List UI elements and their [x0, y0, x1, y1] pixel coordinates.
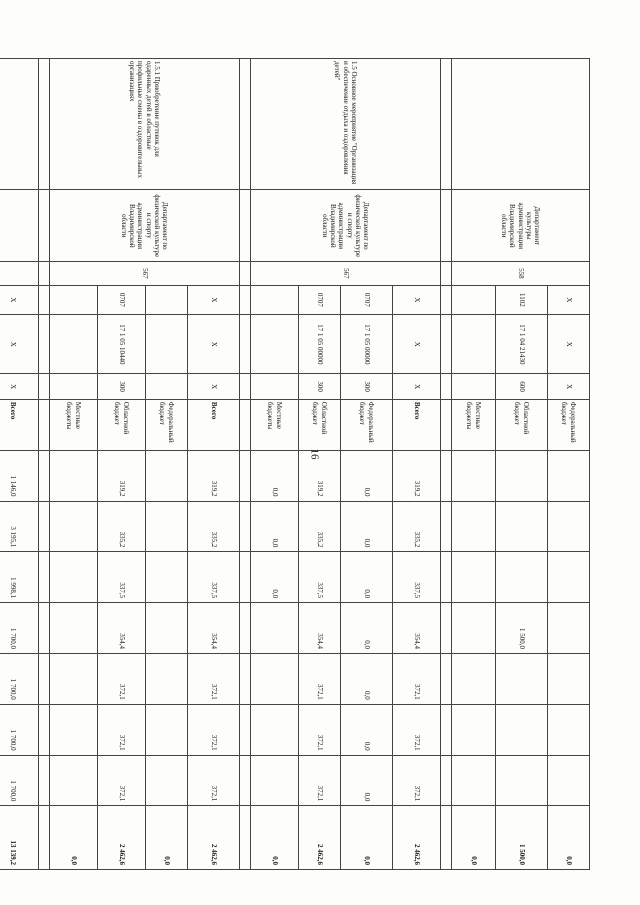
funding-source-cell: Всего [0, 399, 39, 450]
activity-name-cell [452, 59, 590, 190]
year-amount-cell: 372,1 [393, 755, 441, 806]
year-amount-cell: 335,2 [188, 501, 240, 552]
year-amount-cell: 372,1 [299, 653, 341, 704]
total-amount-cell: 13 139,2 [0, 806, 39, 870]
year-amount-cell: 372,1 [188, 653, 240, 704]
csr-cell [251, 315, 299, 374]
year-amount-cell: 354,4 [98, 603, 146, 654]
funding-source-cell: Всего [393, 399, 441, 450]
year-amount-cell [146, 501, 188, 552]
year-amount-cell: 1 700,0 [0, 755, 39, 806]
year-amount-cell [548, 603, 590, 654]
separator-cell [240, 603, 251, 654]
separator-row [240, 59, 251, 870]
activity-name-cell: 1.5 Основное мероприятие "Организация и обеспечение отдыха и оздоровления детей" [251, 59, 441, 190]
separator-row [39, 59, 50, 870]
grbs-code-cell: 558 [452, 262, 590, 285]
separator-cell [39, 450, 50, 501]
year-amount-cell: 372,1 [98, 755, 146, 806]
vr-cell: X [393, 374, 441, 399]
year-amount-cell [251, 653, 299, 704]
administrator-cell: Департамент культуры администрации Владимирской области [452, 190, 590, 262]
year-amount-cell [496, 755, 548, 806]
year-amount-cell [548, 501, 590, 552]
year-amount-cell [251, 755, 299, 806]
rotated-table-container [8, 58, 590, 870]
year-amount-cell [452, 501, 496, 552]
year-amount-cell [50, 450, 98, 501]
funding-source-cell: Федеральный бюджет [548, 399, 590, 450]
year-amount-cell [452, 653, 496, 704]
page-number: 16 [308, 448, 321, 460]
vr-cell: X [548, 374, 590, 399]
total-amount-cell: 0,0 [251, 806, 299, 870]
year-amount-cell [548, 450, 590, 501]
year-amount-cell [548, 552, 590, 603]
separator-cell [39, 374, 50, 399]
budget-table [0, 58, 590, 870]
rzpr-cell: X [0, 285, 39, 315]
year-amount-cell [50, 704, 98, 755]
year-amount-cell [496, 450, 548, 501]
vr-cell [50, 374, 98, 399]
separator-cell [39, 603, 50, 654]
year-amount-cell: 1 998,1 [0, 552, 39, 603]
year-amount-cell [548, 653, 590, 704]
year-amount-cell: 1 146,0 [0, 450, 39, 501]
year-amount-cell: 3 195,1 [0, 501, 39, 552]
csr-cell [146, 315, 188, 374]
separator-cell [39, 399, 50, 450]
year-amount-cell: 354,4 [393, 603, 441, 654]
separator-cell [441, 603, 452, 654]
year-amount-cell [496, 653, 548, 704]
funding-source-cell: Всего [188, 399, 240, 450]
separator-cell [240, 552, 251, 603]
year-amount-cell: 337,5 [299, 552, 341, 603]
separator-cell [441, 704, 452, 755]
grbs-code-cell: 567 [50, 262, 240, 285]
separator-cell [39, 285, 50, 315]
funding-source-cell: Областной бюджет [496, 399, 548, 450]
table-row [393, 59, 441, 870]
year-amount-cell [452, 552, 496, 603]
year-amount-cell: 372,1 [393, 653, 441, 704]
year-amount-cell: 337,5 [98, 552, 146, 603]
csr-cell: X [548, 315, 590, 374]
year-amount-cell: 372,1 [188, 704, 240, 755]
csr-cell [50, 315, 98, 374]
vr-cell: 600 [496, 374, 548, 399]
year-amount-cell: 0,0 [341, 501, 393, 552]
separator-cell [39, 501, 50, 552]
year-amount-cell [496, 704, 548, 755]
rzpr-cell [50, 285, 98, 315]
separator-cell [441, 450, 452, 501]
total-amount-cell: 0,0 [341, 806, 393, 870]
administrator-cell: Департамент по физической культуре и спорту администрации Владимирской области [50, 190, 240, 262]
total-amount-cell: 2 462,6 [98, 806, 146, 870]
year-amount-cell [452, 704, 496, 755]
vr-cell [251, 374, 299, 399]
year-amount-cell: 0,0 [251, 501, 299, 552]
year-amount-cell [146, 653, 188, 704]
separator-cell [39, 315, 50, 374]
administrator-cell [0, 190, 39, 262]
csr-cell: X [188, 315, 240, 374]
separator-cell [240, 704, 251, 755]
rzpr-cell [146, 285, 188, 315]
year-amount-cell: 0,0 [341, 450, 393, 501]
rzpr-cell [452, 285, 496, 315]
separator-cell [240, 806, 251, 870]
table-row [188, 59, 240, 870]
year-amount-cell [50, 755, 98, 806]
funding-source-cell: Федеральный бюджет [146, 399, 188, 450]
year-amount-cell: 372,1 [393, 704, 441, 755]
year-amount-cell: 372,1 [98, 704, 146, 755]
year-amount-cell: 0,0 [341, 552, 393, 603]
year-amount-cell [146, 704, 188, 755]
year-amount-cell: 354,4 [188, 603, 240, 654]
year-amount-cell: 319,2 [98, 450, 146, 501]
csr-cell: X [393, 315, 441, 374]
year-amount-cell: 335,2 [98, 501, 146, 552]
total-amount-cell: 0,0 [146, 806, 188, 870]
separator-cell [441, 190, 452, 262]
year-amount-cell: 372,1 [299, 755, 341, 806]
year-amount-cell: 0,0 [341, 603, 393, 654]
funding-source-cell: Местные бюджеты [452, 399, 496, 450]
rzpr-cell [251, 285, 299, 315]
grbs-code-cell [0, 262, 39, 285]
separator-cell [240, 374, 251, 399]
year-amount-cell [146, 603, 188, 654]
funding-source-cell: Областной бюджет [299, 399, 341, 450]
total-amount-cell: 2 462,6 [299, 806, 341, 870]
rzpr-cell: 1102 [496, 285, 548, 315]
year-amount-cell [496, 501, 548, 552]
rzpr-cell: 0707 [299, 285, 341, 315]
funding-source-cell: Федеральный бюджет [341, 399, 393, 450]
year-amount-cell [548, 755, 590, 806]
year-amount-cell: 335,2 [299, 501, 341, 552]
year-amount-cell: 0,0 [341, 704, 393, 755]
administrator-cell: Департамент по физической культуре и спорту администрации Владимирской области [251, 190, 441, 262]
separator-cell [39, 190, 50, 262]
year-amount-cell [50, 603, 98, 654]
total-amount-cell: 0,0 [452, 806, 496, 870]
total-amount-cell: 0,0 [50, 806, 98, 870]
separator-row [441, 59, 452, 870]
vr-cell [452, 374, 496, 399]
year-amount-cell: 372,1 [98, 653, 146, 704]
year-amount-cell [50, 501, 98, 552]
separator-cell [441, 501, 452, 552]
separator-cell [240, 653, 251, 704]
year-amount-cell [50, 653, 98, 704]
rzpr-cell: X [548, 285, 590, 315]
year-amount-cell [251, 603, 299, 654]
separator-cell [240, 755, 251, 806]
year-amount-cell [146, 755, 188, 806]
separator-cell [240, 399, 251, 450]
separator-cell [441, 59, 452, 190]
vr-cell: 300 [299, 374, 341, 399]
year-amount-cell: 1 500,0 [496, 603, 548, 654]
table-row [0, 59, 39, 870]
year-amount-cell: 319,2 [188, 450, 240, 501]
separator-cell [441, 653, 452, 704]
separator-cell [39, 755, 50, 806]
csr-cell: 17 1 05 00000 [299, 315, 341, 374]
total-amount-cell: 2 462,6 [188, 806, 240, 870]
vr-cell: 300 [98, 374, 146, 399]
separator-cell [441, 806, 452, 870]
separator-cell [39, 59, 50, 190]
csr-cell: X [0, 315, 39, 374]
funding-source-cell: Местные бюджеты [50, 399, 98, 450]
separator-cell [39, 653, 50, 704]
separator-cell [240, 262, 251, 285]
separator-cell [240, 59, 251, 190]
separator-cell [441, 755, 452, 806]
separator-cell [39, 262, 50, 285]
year-amount-cell: 1 700,0 [0, 653, 39, 704]
separator-cell [39, 704, 50, 755]
csr-cell: 17 1 04 21430 [496, 315, 548, 374]
year-amount-cell: 319,2 [393, 450, 441, 501]
separator-cell [240, 501, 251, 552]
year-amount-cell: 319,2 [299, 450, 341, 501]
total-amount-cell: 2 462,6 [393, 806, 441, 870]
year-amount-cell: 1 700,0 [0, 704, 39, 755]
rzpr-cell: X [393, 285, 441, 315]
funding-source-cell: Областной бюджет [98, 399, 146, 450]
year-amount-cell: 1 700,0 [0, 603, 39, 654]
year-amount-cell: 337,5 [393, 552, 441, 603]
year-amount-cell: 335,2 [393, 501, 441, 552]
csr-cell: 17 1 05 00000 [341, 315, 393, 374]
vr-cell: 300 [341, 374, 393, 399]
csr-cell: 17 1 05 10440 [98, 315, 146, 374]
vr-cell: X [0, 374, 39, 399]
table-row [548, 59, 590, 870]
vr-cell: X [188, 374, 240, 399]
activity-name-cell: 1.5.1 Приобретение путевок для одаренных детей в областные профильные смены в оздоровительных организациях [50, 59, 240, 190]
table-body [0, 59, 590, 870]
activity-name-cell [0, 59, 39, 190]
separator-cell [240, 190, 251, 262]
separator-cell [441, 399, 452, 450]
separator-cell [441, 552, 452, 603]
year-amount-cell: 337,5 [188, 552, 240, 603]
separator-cell [441, 315, 452, 374]
year-amount-cell [548, 704, 590, 755]
separator-cell [441, 285, 452, 315]
year-amount-cell: 0,0 [341, 755, 393, 806]
year-amount-cell: 0,0 [251, 450, 299, 501]
total-amount-cell: 1 500,0 [496, 806, 548, 870]
rzpr-cell: 0707 [341, 285, 393, 315]
separator-cell [441, 262, 452, 285]
vr-cell [146, 374, 188, 399]
separator-cell [240, 315, 251, 374]
csr-cell [452, 315, 496, 374]
separator-cell [39, 806, 50, 870]
year-amount-cell: 0,0 [251, 552, 299, 603]
year-amount-cell [452, 450, 496, 501]
rzpr-cell: 0707 [98, 285, 146, 315]
grbs-code-cell: 567 [251, 262, 441, 285]
year-amount-cell [146, 552, 188, 603]
year-amount-cell [496, 552, 548, 603]
separator-cell [441, 374, 452, 399]
separator-cell [240, 285, 251, 315]
year-amount-cell: 372,1 [299, 704, 341, 755]
year-amount-cell: 372,1 [188, 755, 240, 806]
year-amount-cell [50, 552, 98, 603]
year-amount-cell: 354,4 [299, 603, 341, 654]
year-amount-cell [452, 755, 496, 806]
funding-source-cell: Местные бюджеты [251, 399, 299, 450]
year-amount-cell [251, 704, 299, 755]
separator-cell [240, 450, 251, 501]
year-amount-cell [146, 450, 188, 501]
year-amount-cell: 0,0 [341, 653, 393, 704]
separator-cell [39, 552, 50, 603]
total-amount-cell: 0,0 [548, 806, 590, 870]
rzpr-cell: X [188, 285, 240, 315]
year-amount-cell [452, 603, 496, 654]
